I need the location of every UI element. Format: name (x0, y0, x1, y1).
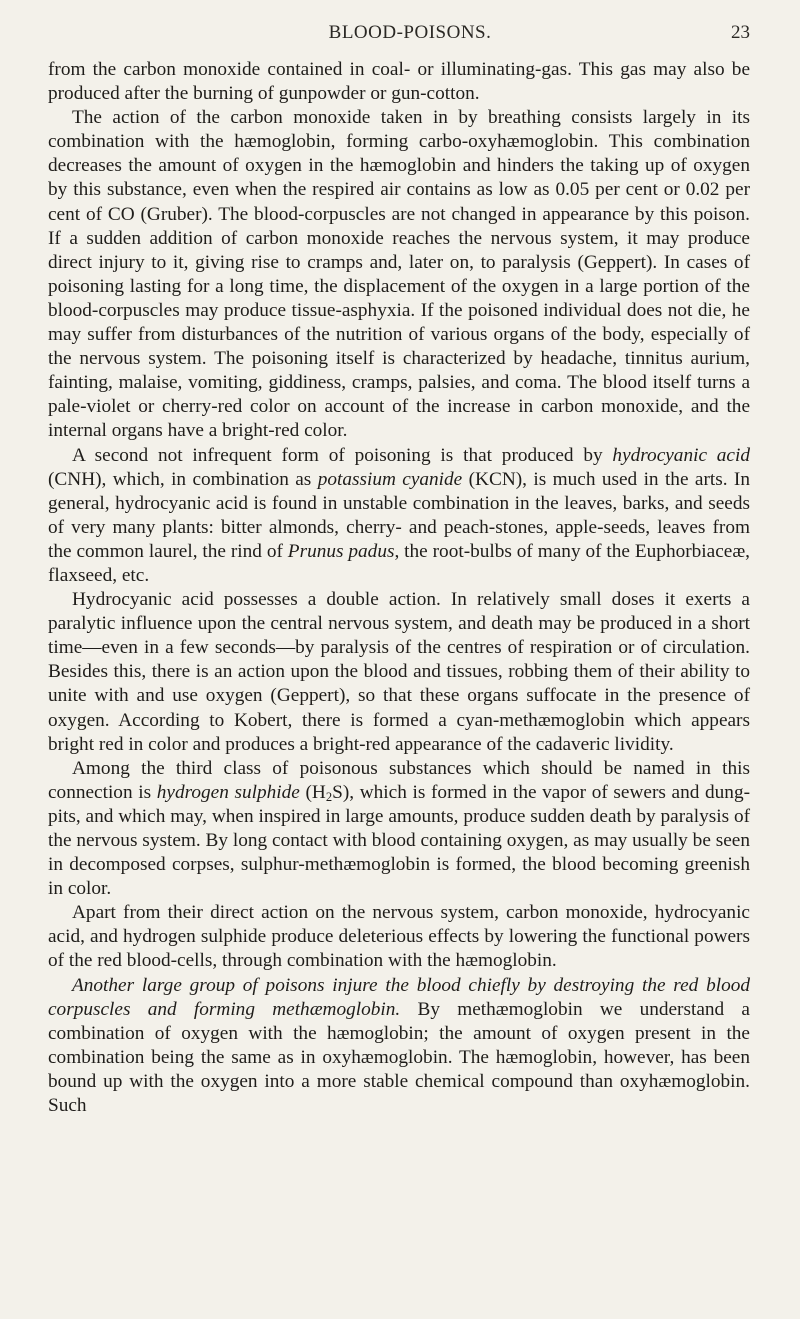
formula-h2s-subscript: 2 (325, 789, 333, 804)
formula-h2s-a: (H (299, 781, 326, 803)
paragraph-3 (48, 444, 750, 589)
paragraph-1: from the carbon monoxide contained in coal- or illuminating-gas. This gas may also be produced after the burning of gunpowder or gun-cotton. (48, 59, 750, 105)
term-potassium-cyanide: potassium cyanide (317, 468, 463, 490)
paragraph-4: Hydrocyanic acid possesses a double action. In relatively small doses it exerts a paralytic influence upon the central nervous system, and death may be produced in a short time—even in a few seconds—by paralysis of the centres of respiration or of circulation. Besides this, there is an action upon the blood and tissues, robbing them of their ability to unite with and use oxygen (Geppert), so that these organs suffocate in the presence of oxygen. According to Kobert, there is formed a cyan-methæmoglobin which appears bright red in color and produces a bright-red appearance of the cadaveric lividity. (48, 589, 750, 755)
term-hydrocyanic-acid: hydrocyanic acid (612, 444, 750, 466)
paragraph-7 (48, 974, 750, 1119)
page-header (70, 22, 750, 52)
paragraph-3-text-a: A second not infrequent form of poisoning is that produced by (72, 444, 613, 466)
emphasis-methaemoglobin-poisons: Another large group of poisons injure the blood chiefly by destroying the red blood corpuscles and forming methæmoglobin. (48, 974, 750, 1020)
body-text (48, 58, 750, 1118)
term-hydrogen-sulphide: hydrogen sulphide (156, 781, 300, 803)
paragraph-6: Apart from their direct action on the nervous system, carbon monoxide, hydrocyanic acid, and hydrogen sulphide produce deleterious effects by lowering the functional powers of the red blood-cells, through combination with the hæmoglobin. (48, 902, 750, 972)
paragraph-3-text-c: (KCN), is much used in the arts. In general, hydrocyanic acid is found in unstable combination in the leaves, barks, and seeds of very many plants: bitter almonds, cherry- and peach-stones, apple-seeds, leaves from the common laurel, the rind of (48, 468, 750, 562)
term-prunus-padus: Prunus padus (287, 540, 395, 562)
paragraph-2: The action of the carbon monoxide taken in by breathing consists largely in its combination with the hæmoglobin, forming carbo-oxyhæmoglobin. This combination decreases the amount of oxygen in the hæmoglobin and hinders the taking up of oxygen by this substance, even when the respired air contains as low as 0.05 per cent or 0.02 per cent of CO (Gruber). The blood-corpuscles are not changed in appearance by this poison. If a sudden addition of carbon monoxide reaches the nervous system, it may produce direct injury to it, giving rise to cramps and, later on, to paralysis (Geppert). In cases of poisoning lasting for a long time, the displacement of the oxygen in a large portion of the blood-corpuscles may produce tissue-asphyxia. If the poisoned individual does not die, he may suffer from disturbances of the nutrition of various organs of the body, especially of the nervous system. The poisoning itself is characterized by headache, tinnitus aurium, fainting, malaise, vomiting, giddiness, cramps, palsies, and coma. The blood itself turns a pale-violet or cherry-red color on account of the increase in carbon monoxide, and the internal organs have a bright-red color. (48, 107, 750, 442)
page-number: 23 (731, 22, 750, 43)
paragraph-5-text-a: Among the third class of poisonous substances which should be named in this connection is (48, 757, 750, 803)
paragraph-3-text-b: (CNH), which, in combination as (48, 468, 318, 490)
running-title: BLOOD-POISONS. (328, 22, 492, 43)
paragraph-7-text: By methæmoglobin we understand a combination of oxygen with the hæmoglobin; the amount of oxygen present in the combination being the same as in oxyhæmoglobin. The hæmoglobin, however, has been bound up with the oxygen into a more stable chemical compound than oxyhæmoglobin. Such (48, 998, 750, 1117)
paragraph-5 (48, 757, 750, 902)
paragraph-3-text-d: , the root-bulbs of many of the Euphorbiaceæ, flaxseed, etc. (48, 540, 751, 586)
formula-h2s-b: S) (332, 781, 350, 803)
paragraph-5-text-b: , which is formed in the vapor of sewers and dung-pits, and which may, when inspired in large amounts, produce sudden death by paralysis of the nervous system. By long contact with blood containing oxygen, as may usually be seen in decomposed corpses, sulphur-methæmoglobin is formed, the blood becoming greenish in color. (48, 781, 751, 900)
